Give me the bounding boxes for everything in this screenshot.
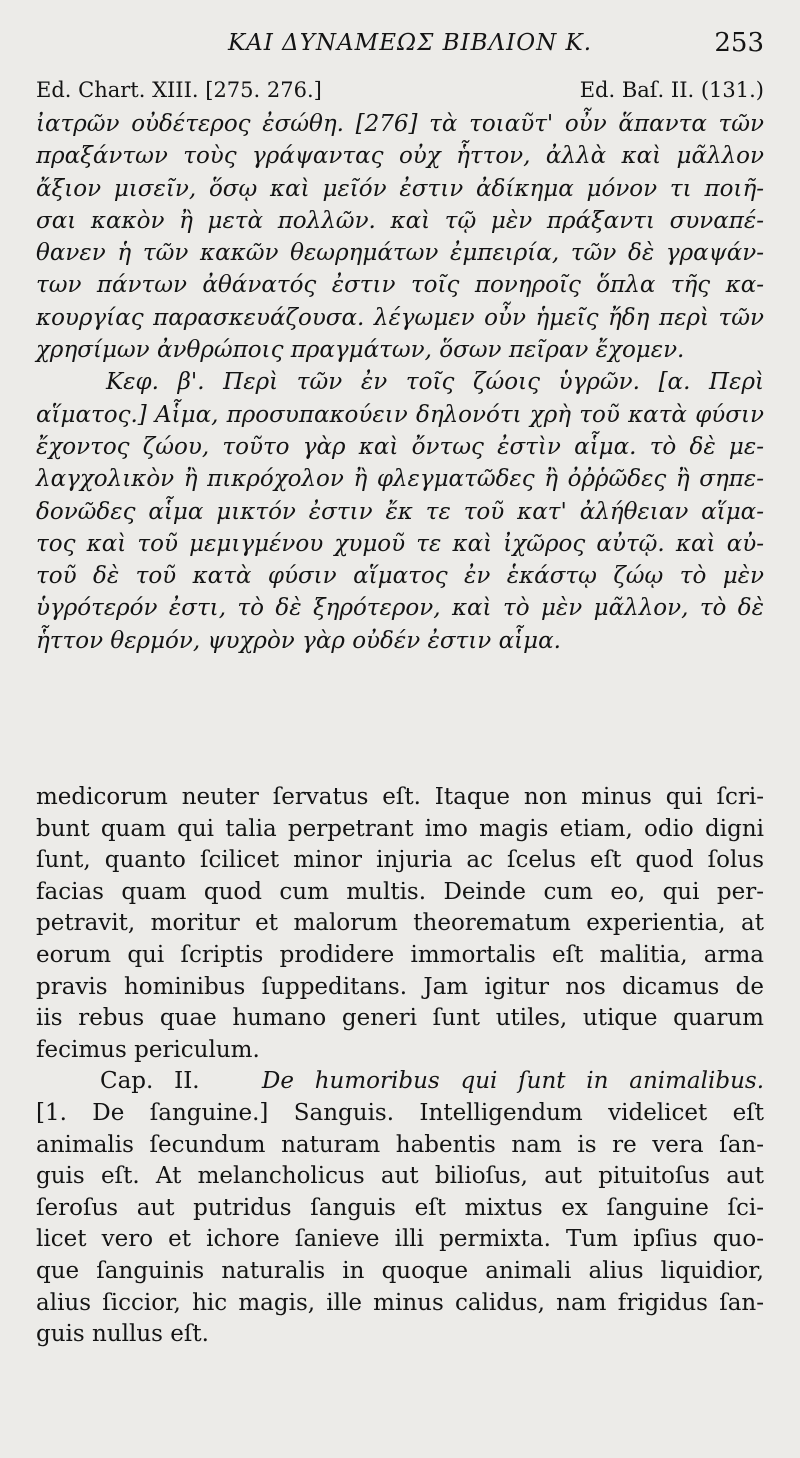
latin-line: pravis hominibus ſuppeditans. Jam igitur nos dicamus de	[36, 973, 764, 1000]
latin-line: medicorum neuter ſervatus eſt. Itaque non minus qui ſcri-	[36, 784, 764, 810]
latin-line: fecimus periculum.	[36, 1036, 260, 1063]
greek-line: σαι κακὸν ἢ μετὰ πολλῶν. καὶ τῷ μὲν πράξαντι συναπέ-	[36, 207, 764, 234]
latin-line: iis rebus quae humano generi ſunt utiles, utique quarum	[36, 1005, 764, 1032]
greek-line: δονῶδες αἷμα μικτόν ἐστιν ἔκ τε τοῦ κατ' ἀλήθειαν αἵμα-	[36, 498, 764, 525]
edition-reference-line	[36, 78, 764, 106]
latin-line: guis nullus eſt.	[36, 1321, 209, 1348]
greek-line: ἧττον θερμόν, ψυχρὸν γὰρ οὐδέν ἐστιν αἷμα.	[36, 627, 561, 654]
latin-text-block	[36, 782, 764, 1351]
latin-chapter-title: De humoribus qui ſunt in animalibus.	[261, 1068, 765, 1095]
latin-line: bunt quam qui talia perpetrant imo magis etiam, odio digni	[36, 815, 764, 842]
greek-line: τος καὶ τοῦ μεμιγμένου χυμοῦ τε καὶ ἰχῶρος αὐτῷ. καὶ αὐ-	[36, 530, 764, 557]
latin-line: ſunt, quanto ſcilicet minor injuria ac ſcelus eſt quod ſolus	[36, 847, 764, 874]
latin-line: que ſanguinis naturalis in quoque animali alius liquidior,	[36, 1257, 764, 1284]
greek-text-block	[36, 108, 764, 657]
latin-line: licet vero et ichore ſanieve illi permixta. Tum ipſius quo-	[36, 1226, 764, 1253]
greek-line: χρησίμων ἀνθρώποις πραγμάτων, ὅσων πεῖραν ἔχομεν.	[36, 337, 685, 364]
greek-line: αἵματος.] Αἷμα, προσυπακούειν δηλονότι χρὴ τοῦ κατὰ φύσιν	[36, 401, 764, 428]
latin-line: petravit, moritur et malorum theorematum experientia, at	[36, 910, 764, 937]
greek-line: ἄξιον μισεῖν, ὅσῳ καὶ μεῖόν ἐστιν ἀδίκημα μόνον τι ποιῆ-	[36, 175, 764, 202]
latin-line: animalis ſecundum naturam habentis nam is re vera ſan-	[36, 1131, 764, 1158]
greek-line: ἰατρῶν οὐδέτερος ἐσώθη. [276] τὰ τοιαῦτ' οὖν ἅπαντα τῶν	[36, 111, 764, 137]
edition-basel-reference: Ed. Baſ. II. (131.)	[579, 78, 764, 102]
latin-line: guis eſt. At melancholicus aut bilioſus, aut pituitoſus aut	[36, 1163, 764, 1190]
greek-line: των πάντων ἀθάνατός ἐστιν τοῖς πονηροῖς ὅπλα τῆς κα-	[36, 272, 764, 299]
latin-chapter-heading-line	[36, 1066, 764, 1098]
greek-line: πραξάντων τοὺς γράψαντας οὐχ ἧττον, ἀλλὰ καὶ μᾶλλον	[36, 143, 764, 170]
running-head	[0, 28, 800, 62]
running-title: ΚΑΙ ΔΥΝΑΜΕΩΣ ΒΙΒΛΙΟΝ Κ.	[227, 30, 593, 56]
page-number: 253	[714, 28, 764, 58]
greek-line: τοῦ δὲ τοῦ κατὰ φύσιν αἵματος ἐν ἑκάστῳ ζώῳ τὸ μὲν	[36, 563, 764, 590]
latin-line: [1. De ſanguine.] Sanguis. Intelligendum videlicet eſt	[36, 1099, 764, 1126]
latin-line: ſeroſus aut putridus ſanguis eſt mixtus ex ſanguine ſci-	[36, 1194, 764, 1221]
greek-line: θανεν ἡ τῶν κακῶν θεωρημάτων ἐμπειρία, τῶν δὲ γραψάν-	[36, 240, 764, 267]
latin-chapter-number: Cap. II.	[100, 1068, 200, 1095]
edition-chart-reference: Ed. Chart. XIII. [275. 276.]	[36, 78, 322, 102]
greek-line: λαγχολικὸν ἢ πικρόχολον ἢ φλεγματῶδες ἢ ὀῤῥῶδες ἢ σηπε-	[36, 466, 764, 493]
latin-line: alius ſiccior, hic magis, ille minus calidus, nam frigidus ſan-	[36, 1289, 764, 1316]
greek-chapter-heading-line: Κεφ. β'. Περὶ τῶν ἐν τοῖς ζώοις ὑγρῶν. [α. Περὶ	[106, 369, 764, 396]
greek-line: ἔχοντος ζώου, τοῦτο γὰρ καὶ ὄντως ἐστὶν αἷμα. τὸ δὲ με-	[36, 433, 764, 460]
greek-line: ὑγρότερόν ἐστι, τὸ δὲ ξηρότερον, καὶ τὸ μὲν μᾶλλον, τὸ δὲ	[36, 595, 764, 622]
greek-line: κουργίας παρασκευάζουσα. λέγωμεν οὖν ἡμεῖς ἤδη περὶ τῶν	[36, 304, 764, 331]
latin-line: eorum qui ſcriptis prodidere immortalis eſt malitia, arma	[36, 941, 764, 968]
latin-line: facias quam quod cum multis. Deinde cum eo, qui per-	[36, 878, 764, 905]
